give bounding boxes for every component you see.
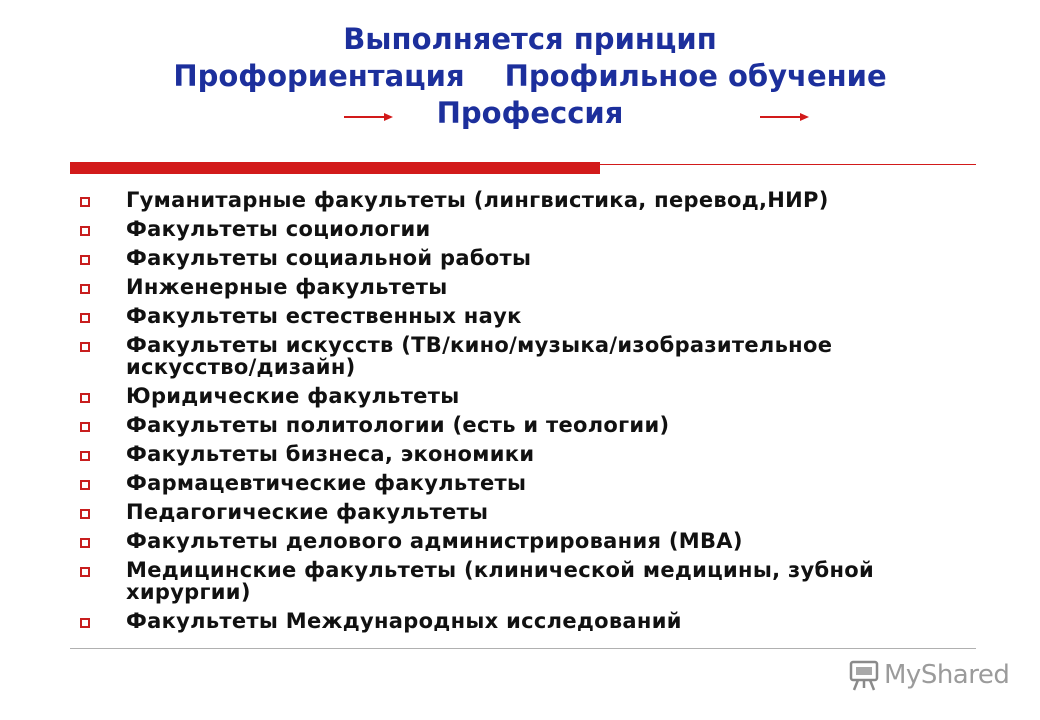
square-bullet-icon bbox=[80, 509, 90, 519]
list-item-text: Факультеты естественных наук bbox=[126, 304, 522, 328]
square-bullet-icon bbox=[80, 618, 90, 628]
square-bullet-icon bbox=[80, 451, 90, 461]
title-profession-orientation: Профориентация bbox=[173, 59, 465, 93]
square-bullet-icon bbox=[80, 313, 90, 323]
square-bullet-icon bbox=[80, 342, 90, 352]
title-profile-education: Профильное обучение bbox=[504, 59, 887, 93]
square-bullet-icon bbox=[80, 226, 90, 236]
square-bullet-icon bbox=[80, 480, 90, 490]
list-item-text: Факультеты Международных исследований bbox=[126, 609, 682, 633]
list-item-text: Инженерные факультеты bbox=[126, 275, 448, 299]
list-item-text: Факультеты социальной работы bbox=[126, 246, 532, 270]
list-item-text: Медицинские факультеты (клинической медицины, зубной хирургии) bbox=[126, 558, 875, 604]
list-item-text: Фармацевтические факультеты bbox=[126, 471, 527, 495]
list-item-text: Факультеты бизнеса, экономики bbox=[126, 442, 535, 466]
list-item-text: Факультеты политологии (есть и теологии) bbox=[126, 413, 670, 437]
square-bullet-icon bbox=[80, 422, 90, 432]
myshared-watermark bbox=[848, 658, 1018, 694]
watermark-text: MyShared bbox=[884, 660, 1010, 690]
divider-thin-line bbox=[600, 164, 976, 165]
title-line-2 bbox=[10, 57, 1040, 95]
arrow-right-icon bbox=[344, 112, 394, 122]
title-line-1: Выполняется принцип bbox=[343, 22, 717, 56]
list-item-text: Юридические факультеты bbox=[126, 384, 460, 408]
square-bullet-icon bbox=[80, 567, 90, 577]
square-bullet-icon bbox=[80, 284, 90, 294]
title-line-3: Профессия bbox=[436, 96, 624, 130]
list-item-text: Факультеты делового администрирования (MBA) bbox=[126, 529, 743, 553]
list-item-text: Педагогические факультеты bbox=[126, 500, 489, 524]
square-bullet-icon bbox=[80, 255, 90, 265]
list-item-text: Факультеты социологии bbox=[126, 217, 431, 241]
list-item-text: Факультеты искусств (ТВ/кино/музыка/изобразительное искусство/дизайн) bbox=[126, 333, 833, 379]
square-bullet-icon bbox=[80, 538, 90, 548]
divider-red-bar bbox=[70, 162, 600, 174]
presentation-board-icon bbox=[848, 658, 882, 692]
square-bullet-icon bbox=[80, 393, 90, 403]
square-bullet-icon bbox=[80, 197, 90, 207]
list-item-text: Гуманитарные факультеты (лингвистика, перевод,НИР) bbox=[126, 188, 829, 212]
arrow-right-icon bbox=[760, 112, 810, 122]
divider-bottom-line bbox=[70, 648, 976, 649]
